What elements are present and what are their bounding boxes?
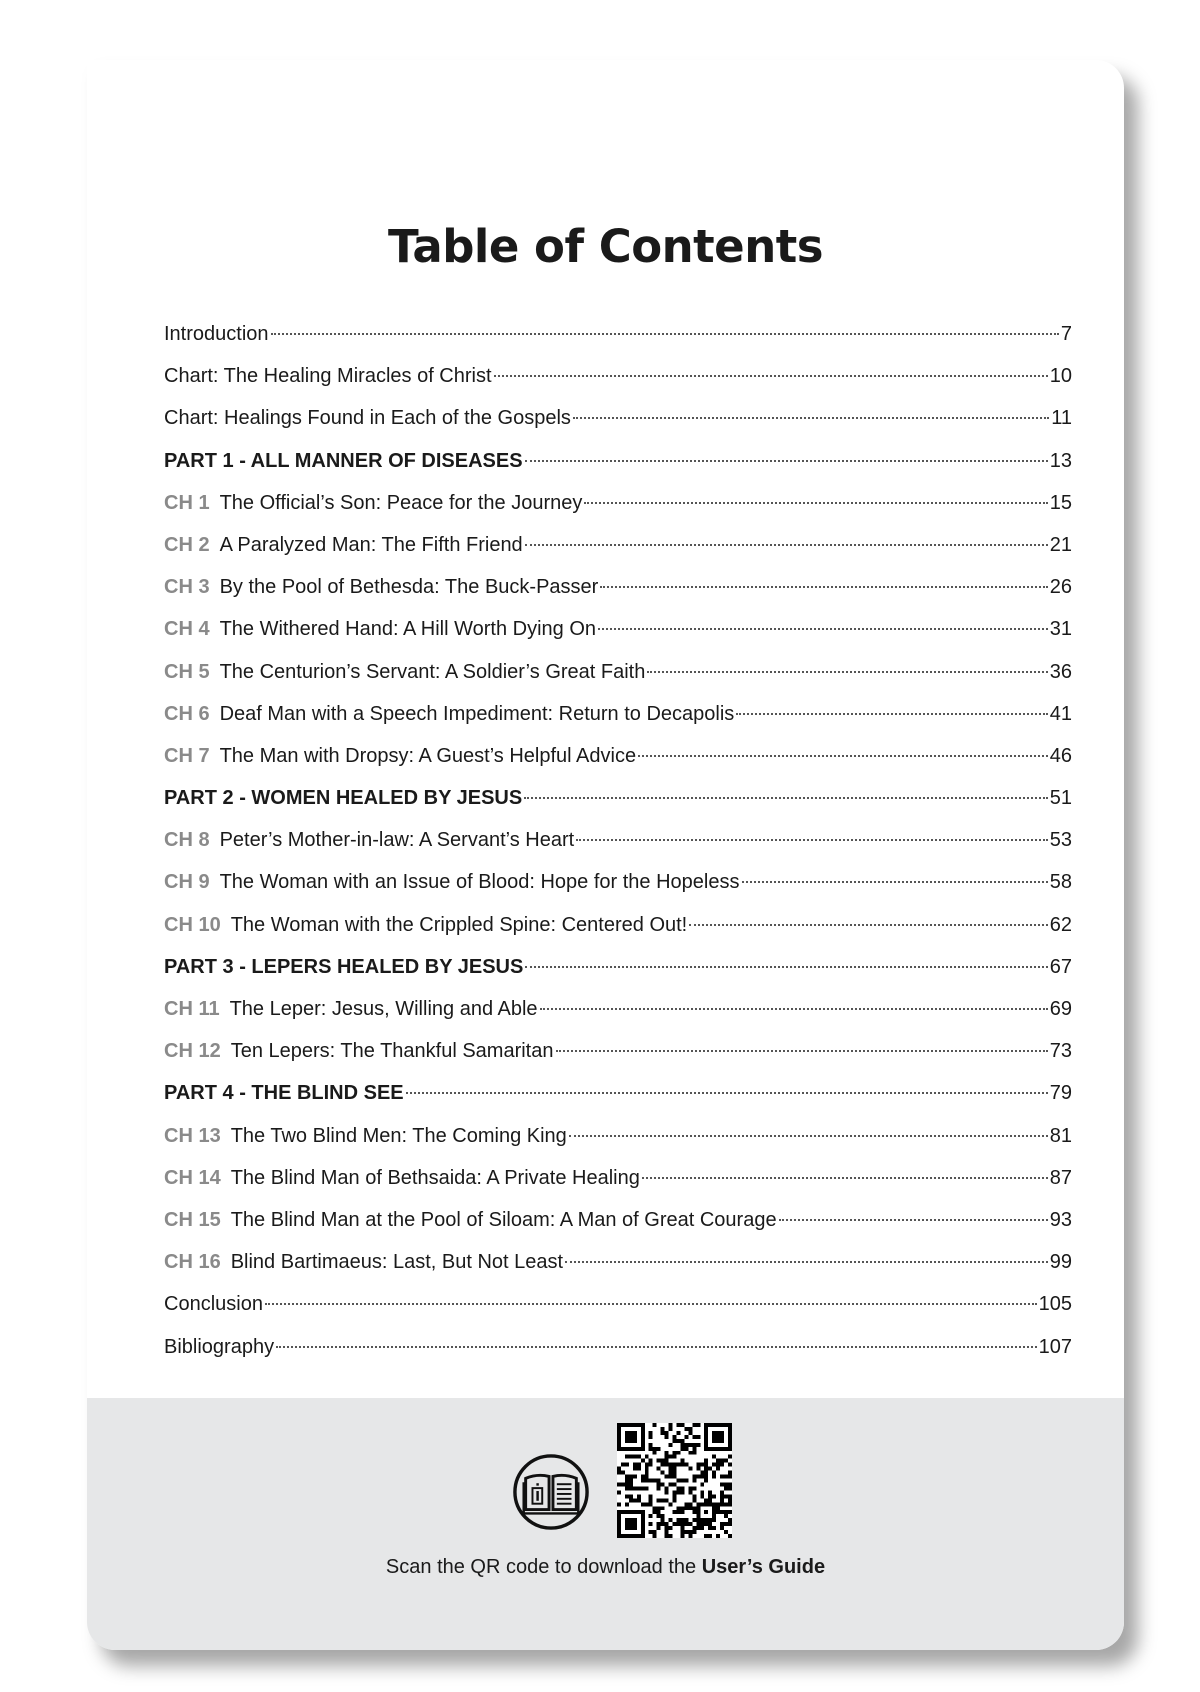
dot-leader [525, 544, 1048, 546]
chapter-number: CH 6 [164, 702, 210, 725]
entry-title: PART 2 - WOMEN HEALED BY JESUS [164, 787, 523, 810]
dot-leader [638, 755, 1048, 757]
entry-title: Deaf Man with a Speech Impediment: Return to Decapolis [219, 702, 735, 725]
entry-title: PART 4 - THE BLIND SEE [164, 1082, 404, 1105]
entry-title: By the Pool of Bethesda: The Buck-Passer [219, 576, 599, 599]
page-number: 81 [1049, 1124, 1072, 1147]
toc-entry[interactable] [164, 988, 1072, 1030]
dot-leader [600, 586, 1047, 588]
chapter-number: CH 10 [164, 913, 221, 936]
toc-entry[interactable] [164, 397, 1072, 439]
page-number: 67 [1049, 955, 1072, 978]
dot-leader [494, 375, 1048, 377]
page-number: 26 [1049, 576, 1072, 599]
toc-entry[interactable] [164, 777, 1072, 819]
chapter-number: CH 2 [164, 533, 210, 556]
chapter-number: CH 4 [164, 618, 210, 641]
footer-panel [87, 1398, 1124, 1650]
chapter-number: CH 7 [164, 744, 210, 767]
page-number: 41 [1049, 702, 1072, 725]
page-number: 21 [1049, 533, 1072, 556]
dot-leader [573, 417, 1049, 419]
toc-entry[interactable] [164, 482, 1072, 524]
table-of-contents [164, 313, 1072, 1368]
entry-title: The Leper: Jesus, Willing and Able [229, 998, 538, 1020]
book-info-icon [512, 1453, 590, 1531]
entry-title: The Withered Hand: A Hill Worth Dying On [219, 618, 597, 641]
entry-title: Introduction [164, 323, 269, 345]
toc-entry[interactable] [164, 1283, 1072, 1325]
dot-leader [265, 1303, 1037, 1305]
dot-leader [584, 502, 1047, 504]
page-number: 10 [1049, 365, 1072, 388]
toc-entry[interactable] [164, 1030, 1072, 1072]
toc-entry[interactable] [164, 440, 1072, 482]
chapter-number: CH 16 [164, 1251, 221, 1274]
chapter-number: CH 12 [164, 1040, 221, 1063]
chapter-number: CH 9 [164, 871, 210, 894]
toc-entry[interactable] [164, 861, 1072, 903]
toc-entry[interactable] [164, 1326, 1072, 1368]
chapter-number: CH 1 [164, 491, 210, 514]
page-number: 73 [1049, 1040, 1072, 1063]
page-number: 13 [1049, 449, 1072, 472]
dot-leader [779, 1219, 1048, 1221]
dot-leader [642, 1177, 1048, 1179]
caption-text: Scan the QR code to download the [385, 1556, 702, 1578]
document-page [87, 60, 1124, 1650]
chapter-number: CH 15 [164, 1208, 221, 1231]
chapter-number: CH 13 [164, 1124, 221, 1147]
toc-entry[interactable] [164, 1199, 1072, 1241]
entry-title: Chart: The Healing Miracles of Christ [164, 365, 492, 388]
entry-title: The Woman with the Crippled Spine: Centered Out! [230, 913, 688, 936]
chapter-number: CH 11 [164, 998, 220, 1020]
page-number: 31 [1049, 618, 1072, 641]
toc-entry[interactable] [164, 819, 1072, 861]
entry-title: PART 1 - ALL MANNER OF DISEASES [164, 449, 523, 472]
toc-entry[interactable] [164, 693, 1072, 735]
page-number: 36 [1049, 660, 1072, 683]
toc-entry[interactable] [164, 946, 1072, 988]
dot-leader [742, 881, 1048, 883]
qr-code[interactable] [617, 1423, 732, 1538]
dot-leader [525, 460, 1048, 462]
page-number: 11 [1051, 407, 1072, 430]
page-number: 93 [1049, 1208, 1072, 1231]
toc-entry[interactable] [164, 608, 1072, 650]
entry-title: Peter’s Mother-in-law: A Servant’s Heart [219, 829, 575, 852]
dot-leader [556, 1050, 1048, 1052]
entry-title: Chart: Healings Found in Each of the Gospels [164, 407, 571, 430]
dot-leader [565, 1261, 1048, 1263]
page-number: 46 [1049, 744, 1072, 767]
toc-entry[interactable] [164, 904, 1072, 946]
entry-title: PART 3 - LEPERS HEALED BY JESUS [164, 955, 524, 978]
chapter-number: CH 5 [164, 660, 210, 683]
toc-entry[interactable] [164, 566, 1072, 608]
toc-entry[interactable] [164, 313, 1072, 355]
dot-leader [276, 1346, 1037, 1348]
entry-title: The Blind Man of Bethsaida: A Private Healing [230, 1166, 640, 1189]
page-number: 87 [1049, 1166, 1072, 1189]
dot-leader [647, 671, 1047, 673]
dot-leader [540, 1008, 1048, 1010]
page-title: Table of Contents [387, 220, 824, 273]
entry-title: The Centurion’s Servant: A Soldier’s Great Faith [219, 660, 646, 683]
footer-caption [87, 1556, 1124, 1579]
dot-leader [525, 966, 1047, 968]
page-number: 99 [1049, 1251, 1072, 1274]
toc-entry[interactable] [164, 1157, 1072, 1199]
dot-leader [569, 1135, 1048, 1137]
entry-title: Blind Bartimaeus: Last, But Not Least [230, 1251, 564, 1274]
toc-entry[interactable] [164, 1072, 1072, 1114]
toc-entry[interactable] [164, 524, 1072, 566]
toc-entry[interactable] [164, 1115, 1072, 1157]
page-number: 7 [1060, 323, 1072, 345]
entry-title: A Paralyzed Man: The Fifth Friend [219, 533, 523, 556]
entry-title: The Official’s Son: Peace for the Journey [219, 491, 583, 514]
chapter-number: CH 3 [164, 576, 210, 599]
toc-entry[interactable] [164, 355, 1072, 397]
dot-leader [736, 713, 1047, 715]
page-number: 105 [1038, 1293, 1072, 1316]
entry-title: The Woman with an Issue of Blood: Hope for the Hopeless [219, 871, 740, 894]
chapter-number: CH 8 [164, 829, 210, 852]
dot-leader [271, 333, 1059, 335]
toc-entry[interactable] [164, 735, 1072, 777]
page-number: 79 [1049, 1082, 1072, 1105]
entry-title: The Man with Dropsy: A Guest’s Helpful Advice [219, 744, 637, 767]
dot-leader [576, 839, 1048, 841]
page-number: 107 [1038, 1335, 1072, 1358]
page-number: 69 [1049, 998, 1072, 1020]
entry-title: The Blind Man at the Pool of Siloam: A Man of Great Courage [230, 1208, 777, 1231]
toc-entry[interactable] [164, 1241, 1072, 1283]
toc-entry[interactable] [164, 651, 1072, 693]
users-guide-label: User’s Guide [701, 1556, 826, 1578]
entry-title: Conclusion [164, 1293, 263, 1316]
entry-title: The Two Blind Men: The Coming King [230, 1124, 567, 1147]
dot-leader [689, 924, 1048, 926]
page-number: 62 [1049, 913, 1072, 936]
page-number: 15 [1049, 491, 1072, 514]
dot-leader [524, 797, 1048, 799]
chapter-number: CH 14 [164, 1166, 221, 1189]
page-number: 53 [1049, 829, 1072, 852]
entry-title: Ten Lepers: The Thankful Samaritan [230, 1040, 554, 1063]
dot-leader [406, 1092, 1048, 1094]
page-number: 58 [1049, 871, 1072, 894]
entry-title: Bibliography [164, 1335, 275, 1358]
dot-leader [598, 628, 1048, 630]
page-number: 51 [1049, 787, 1072, 810]
